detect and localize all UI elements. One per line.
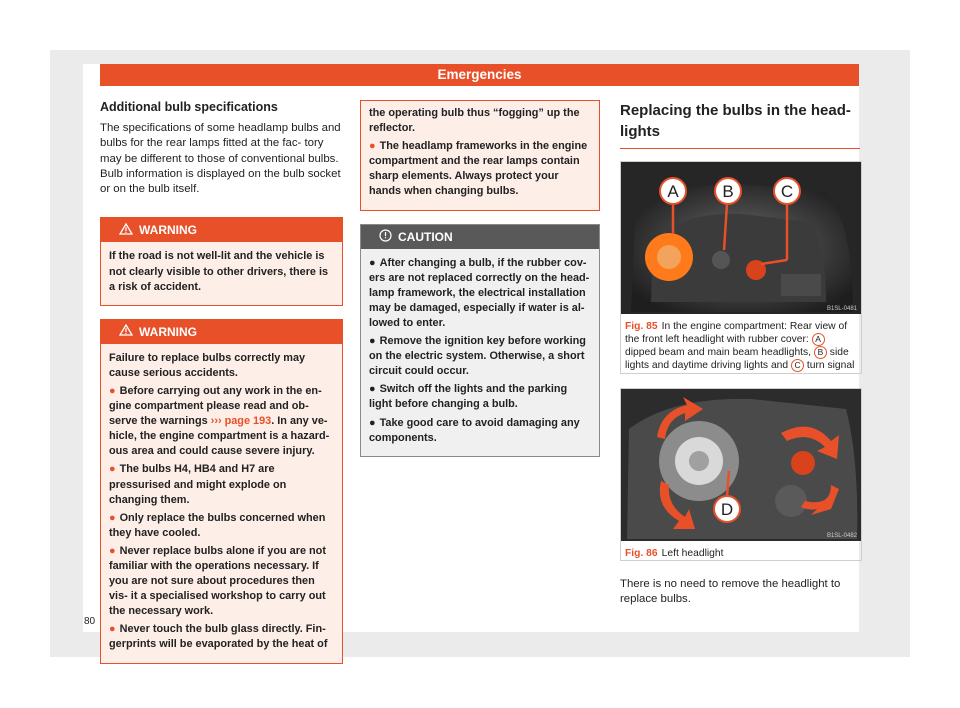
bullet-dot-icon: ● [369,335,376,348]
warning-title: WARNING [139,324,197,339]
figure-86 [620,388,862,561]
warning-body [361,101,599,210]
figure-code: B1SL-0481 [826,306,857,312]
caution-box [360,224,600,457]
callout-a [660,178,686,204]
warning-box-continued [360,100,600,211]
warning-intro: Failure to replace bulbs correctly may cause serious accidents. [109,351,306,379]
svg-text:D: D [720,499,734,519]
figure-code: B1SL-0482 [826,532,857,539]
section-title: Replacing the bulbs in the head- lights [620,100,860,149]
warning-box-2 [100,319,343,664]
warning-text: If the road is not well-lit and the vehicle is not clearly visible to other drivers, there is a risk of accident. [109,250,329,293]
warning-body [101,242,342,304]
callout-c [774,178,800,204]
column-right [620,100,860,607]
warning-triangle-icon [119,223,133,238]
bullet-dot-icon: ● [109,463,116,476]
bullet-dot-icon: ● [109,623,116,636]
bullet-dot-icon: ● [109,544,116,557]
warning-header [101,320,342,344]
svg-text:A: A [667,182,679,201]
closing-paragraph: There is no need to remove the headlight to replace bulbs. [620,577,841,605]
warning-header [101,218,342,242]
warning-bullet-1: ● Before carrying out any work in the en- gine compartment please read and ob- serve the warnings ››› page 193. In any ve- hicle, the engine compartment is a hazard- ous area and could cause severe injury. [109,384,330,458]
column-left [100,100,343,664]
callout-c-ref: C [791,359,804,372]
warning-title: WARNING [139,223,197,238]
caution-title: CAUTION [398,229,453,244]
column-middle [360,100,600,457]
warning-bullet-6: ● The headlamp frameworks in the engine compartment and the rear lamps contain sharp elements. Always protect your hands when changing bulbs. [369,140,588,198]
caution-header [361,225,599,249]
bullet-dot-icon: ● [109,511,116,524]
intro-paragraph: The specifications of some headlamp bulbs and bulbs for the rear lamps fitted at the fac- tory may be different to those of conventional bulbs. Bulb information is displayed on the bulb socket or on the bulb itself. [100,122,341,196]
warning-bullet-5: ● Never touch the bulb glass directly. Fin- gerprints will be evaporated by the heat of [109,623,328,651]
figure-number: Fig. 86 [625,547,658,559]
figure-caption: Fig. 86 Left headlight [625,547,724,559]
warning-body [101,344,342,663]
bullet-dot-icon: ● [369,256,376,269]
callout-b-ref: B [814,346,827,359]
figure-85 [620,161,862,374]
bullet-dot-icon: ● [369,140,376,153]
caution-body [361,249,599,456]
page-number: 80 [84,616,96,627]
left-headlight-image [621,389,861,541]
warning-bullet-3: ● Only replace the bulbs concerned when they have cooled. [109,511,326,539]
page-link[interactable]: ››› page 193 [210,415,272,428]
caution-bullet-1: ● After changing a bulb, if the rubber cov- ers are not replaced correctly on the head- lamp framework, the electrical installation may be damaged, especially if water is al- lowed to enter. [369,256,590,329]
caution-bullet-4: ● Take good care to avoid damaging any components. [369,416,580,444]
svg-text:C: C [780,182,794,201]
caution-bullet-2: ● Remove the ignition key before working on the electric system. Otherwise, a short circuit could occur. [369,335,586,378]
warning-bullet-4: ● Never replace bulbs alone if you are not familiar with the operations necessary. If you are not sure about procedures then vis- it a specialised workshop to carry out the necessary work. [109,544,326,618]
warning-triangle-icon [119,324,133,339]
figure-caption: Fig. 85 In the engine compartment: Rear view of the front left headlight with rubber cover: A dipped beam and main beam headlights, B side lights and daytime driving lights and C turn signal [625,321,855,372]
bullet-dot-icon: ● [369,383,376,396]
caution-bullet-3: ● Switch off the lights and the parking light before changing a bulb. [369,383,568,411]
bullet-dot-icon: ● [369,416,376,429]
chapter-header: Emergencies [100,64,859,86]
warning-continued-text: the operating bulb thus “fogging” up the reflector. [369,107,580,135]
bullet-dot-icon: ● [109,384,116,397]
section-subheading: Additional bulb specifications [100,100,278,114]
callout-b [715,178,741,204]
warning-bullet-2: ● The bulbs H4, HB4 and H7 are pressurised and might explode on changing them. [109,463,287,506]
warning-box-1 [100,217,343,305]
figure-number: Fig. 85 [625,321,658,332]
callout-d [714,496,740,522]
caution-info-icon [379,229,392,245]
callout-a-ref: A [812,333,825,346]
headlight-rear-view-image [621,162,861,314]
svg-text:B: B [722,182,734,201]
